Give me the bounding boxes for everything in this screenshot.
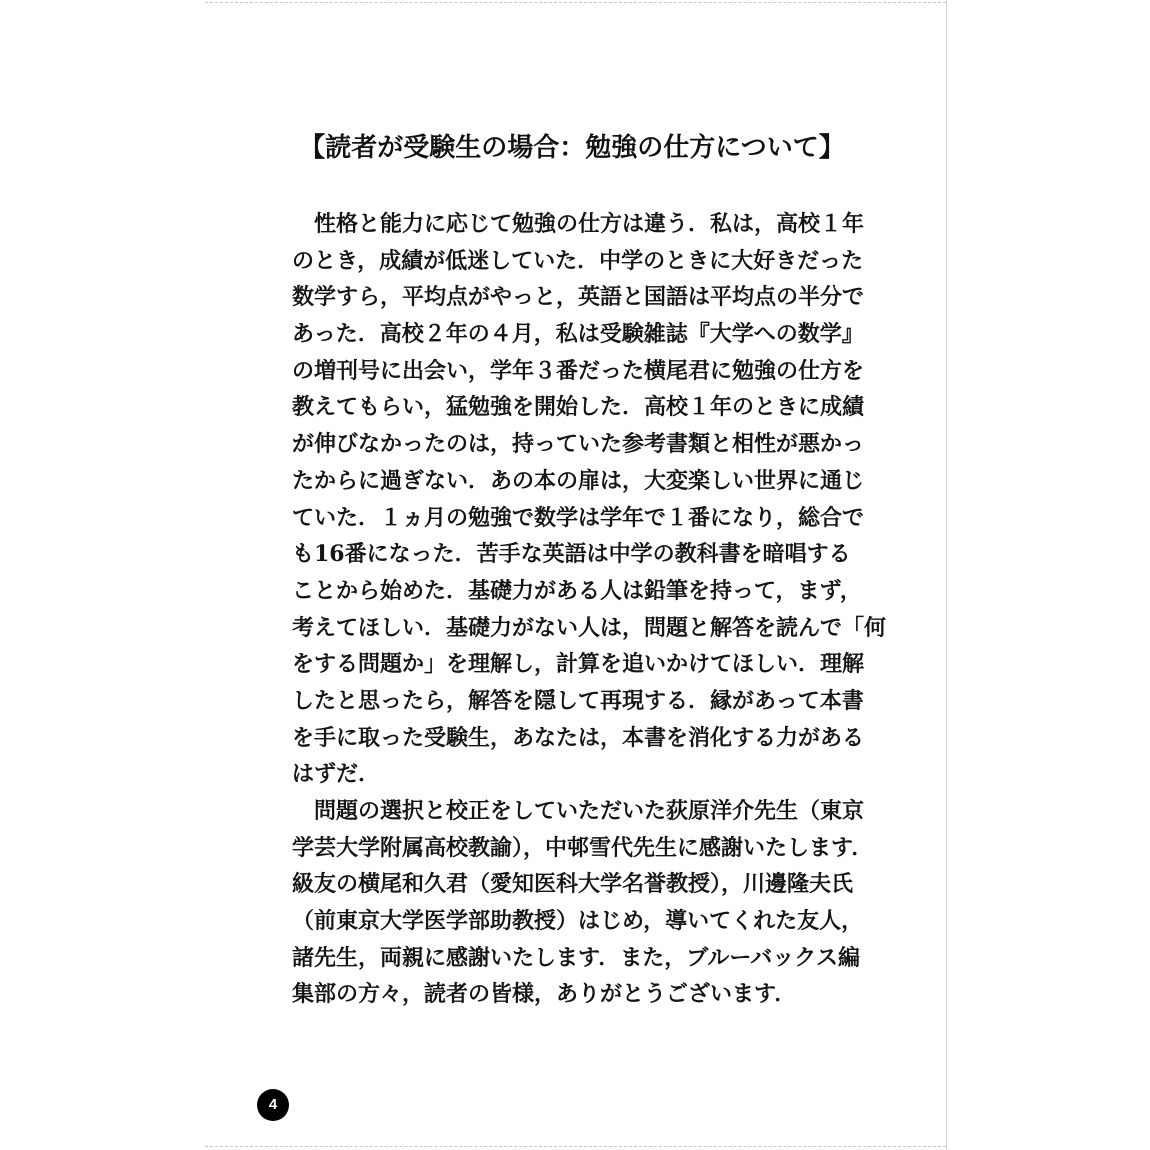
page-bottom-edge <box>205 1146 946 1147</box>
page-number-badge: 4 <box>257 1089 289 1121</box>
text-line: したと思ったら，解答を隠して再現する．縁があって本書 <box>292 687 864 714</box>
text-line: 数学すら，平均点がやっと，英語と国語は平均点の半分で <box>292 284 865 311</box>
text-line: 学芸大学附属高校教諭），中邨雪代先生に感謝いたします． <box>292 834 874 861</box>
text-line: （前東京大学医学部助教授）はじめ，導いてくれた友人， <box>292 908 864 935</box>
page-right-edge <box>946 0 947 1150</box>
text-line: 級友の横尾和久君（愛知医科大学名誉教授），川邊隆夫氏 <box>292 871 854 898</box>
text-line: を手に取った受験生，あなたは，本書を消化する力がある <box>292 724 865 751</box>
body-text <box>292 206 887 1013</box>
text-line: 性格と能力に応じて勉強の仕方は違う．私は，高校１年 <box>292 211 865 237</box>
text-line: あった．高校２年の４月，私は受験雑誌『大学への数学』 <box>292 321 864 348</box>
text-line: 集部の方々，読者の皆様，ありがとうございます． <box>292 981 797 1008</box>
text-line: 考えてほしい．基礎力がない人は，問題と解答を読んで「何 <box>292 614 887 641</box>
section-heading: 【読者が受験生の場合：勉強の仕方について】 <box>299 133 845 163</box>
text-line: のとき，成績が低迷していた．中学のときに大好きだった <box>292 247 864 274</box>
text-line: も16番になった．苦手な英語は中学の教科書を暗唱する <box>292 541 851 568</box>
text-line: はずだ． <box>292 761 381 788</box>
text-line: ていた．１ヵ月の勉強で数学は学年で１番になり，総合で <box>292 504 865 531</box>
text-line: の増刊号に出会い，学年３番だった横尾君に勉強の仕方を <box>292 357 865 384</box>
text-line: たからに過ぎない．あの本の扉は，大変楽しい世界に通じ <box>292 467 865 494</box>
text-line: が伸びなかったのは，持っていた参考書類と相性が悪かっ <box>292 431 865 458</box>
text-line: をする問題か」を理解し，計算を追いかけてほしい．理解 <box>292 651 865 678</box>
text-line: 問題の選択と校正をしていただいた荻原洋介先生（東京 <box>292 798 865 824</box>
text-line: 教えてもらい，猛勉強を開始した．高校１年のときに成績 <box>292 394 865 421</box>
text-line: 諸先生，両親に感謝いたします．また，ブルーバックス編 <box>292 944 861 971</box>
text-line: ことから始めた．基礎力がある人は鉛筆を持って，まず， <box>292 577 862 604</box>
page-top-edge <box>205 2 946 3</box>
